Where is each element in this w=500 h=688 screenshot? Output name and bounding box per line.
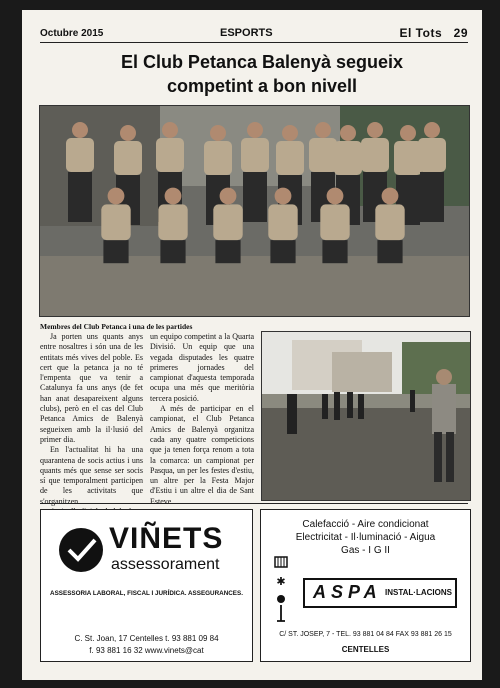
svg-text:✱: ✱ [276,576,286,588]
petanque-game-photo [261,331,471,501]
vinets-brand: VIÑETS [109,522,224,555]
magazine-name: El Tots [399,26,443,40]
page-header [40,26,468,43]
team-photo [39,105,470,317]
paragraph: En l'actualitat hi ha una quarantena de socis actius i uns quants més que sense ser socis sí que temporalment participen de les activitats que s'organitzen. [40,445,143,506]
title-line-2: competint a bon nivell [166,76,358,96]
radiator-tap-icon [271,555,291,625]
article-column-2 [150,332,254,507]
paragraph: un equipo competint a la Quarta Divisió. Un equip que una vegada disputades les quatre primeres jornades del campionat d'aquesta temporada ocupa una més que meritòria tercera posició. [150,332,254,403]
vinets-address: C. St. Joan, 17 Centelles t. 93 881 09 84 [74,634,219,643]
vinets-subtitle: assessorament [111,556,220,573]
aspa-service-line: Electricitat - Il·luminació - Aigua [295,532,436,543]
aspa-address: C/ ST. JOSEP, 7 - TEL. 93 881 04 84 FAX 93 881 26 15 [279,631,452,638]
aspa-services [261,518,470,557]
vinets-services: ASSESSORIA LABORAL, FISCAL I JURÍDICA. ASSEGURANCES. [50,590,243,597]
aspa-brand: ASPA [313,582,382,602]
page-number: 29 [453,26,468,40]
aspa-brand-suffix: INSTAL·LACIONS [385,588,452,597]
magazine-page [22,10,482,680]
paragraph: Ja porten uns quants anys entre nosaltres i són una de les entitats més vives del poble. Es cert que la petanca ja no té l'empenta que va tenir a Catalunya fa uns anys (de fet han anat desapareixent alguns clubs), però en el cas del Club Petanca Amics de Balenyà segueixen amb la il·lusió del primer dia. [40,332,143,444]
magazine-and-page [400,26,469,40]
aspa-logo-box [303,578,457,608]
title-line-1: El Club Petanca Balenyà segueix [120,52,404,72]
article-title [62,50,462,98]
photo-caption: Membres del Club Petanca i una de les partides [40,322,193,331]
section-name: ESPORTS [220,27,273,39]
article-column-1 [40,332,143,517]
ads-divider [40,503,468,504]
aspa-town: CENTELLES [341,645,390,654]
aspa-advert [260,509,471,662]
checkmark-logo-icon [59,528,103,572]
issue-date: Octubre 2015 [40,28,104,39]
vinets-advert [40,509,253,662]
aspa-service-line: Gas - I G II [341,545,390,556]
vinets-contact: f. 93 881 16 32 www.vinets@cat [89,646,204,655]
paragraph: A més de participar en el campionat, el Club Petanca Amics de Balenyà organitza cada any quatre competicions que ja tenen força renom a tota la comarca: un campionat per Pasqua, un per les festes d'estiu, un altre per la Festa Major d'Estiu i un altre el dia de Sant Esteve. [150,404,254,506]
aspa-service-line: Calefacció - Aire condicionat [302,519,429,530]
